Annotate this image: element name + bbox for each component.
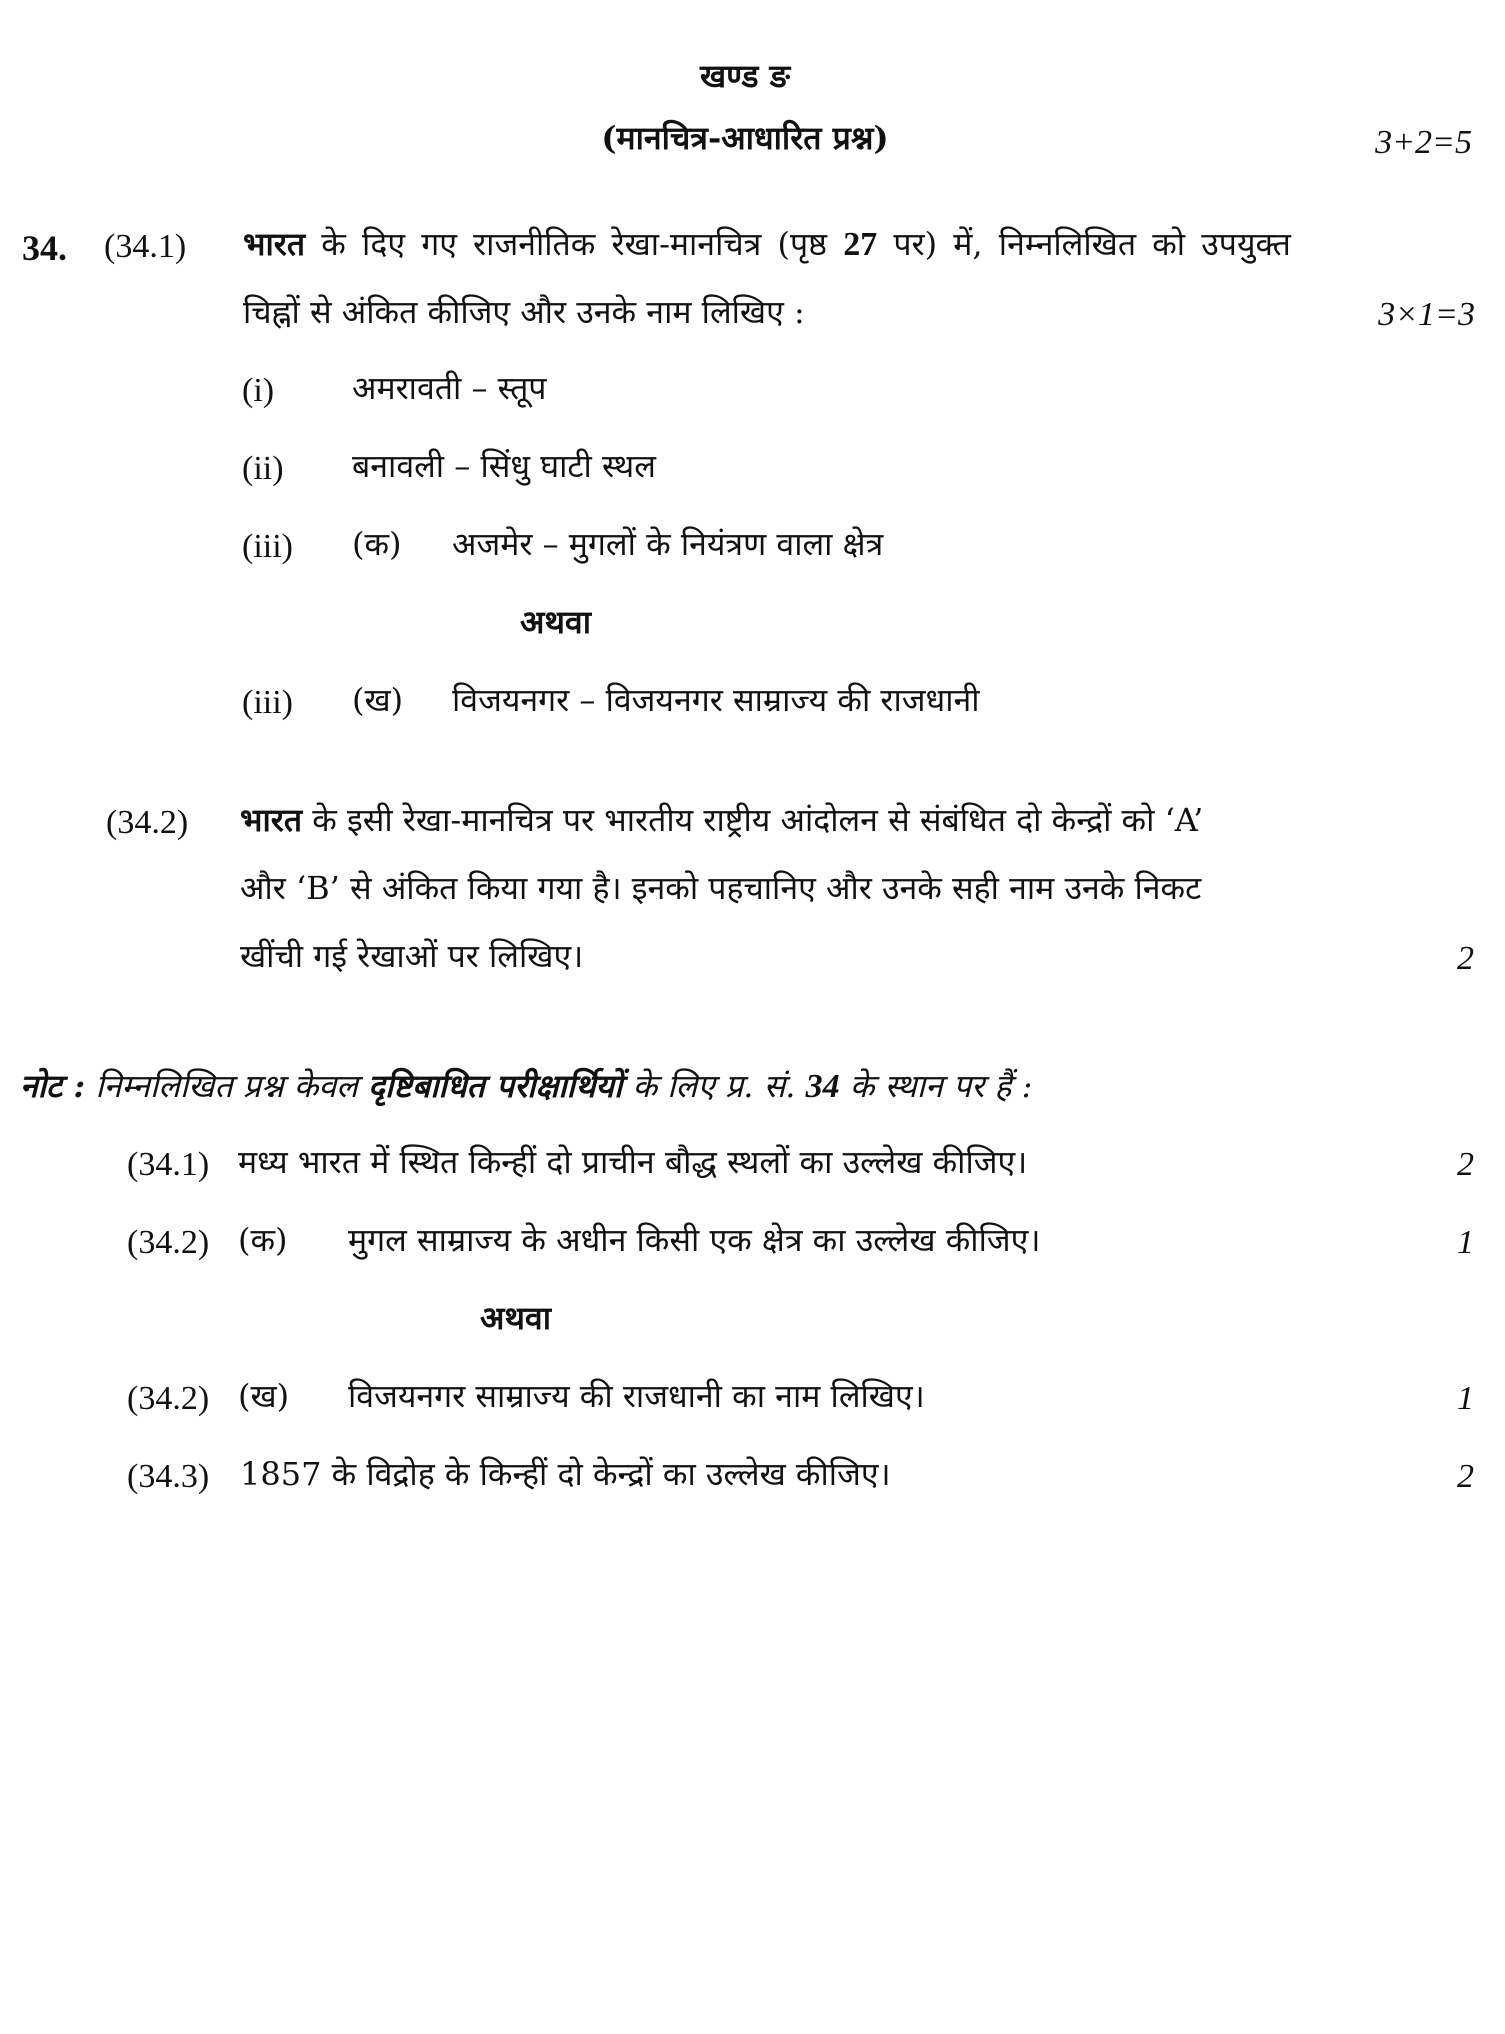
part-34-2-line1: भारत के इसी रेखा-मानचित्र पर भारतीय राष्ट्रीय आंदोलन से संबंधित दो केन्द्रों को ‘A’: [240, 801, 1204, 839]
note-item-marks: 1: [1457, 1224, 1474, 1261]
section-marks: 3+2=5: [1375, 124, 1472, 161]
note-item-label: (34.2): [127, 1224, 210, 1261]
part-34-1-line2: चिह्नों से अंकित कीजिए और उनके नाम लिखिए :: [243, 293, 805, 331]
item-sub: (क): [352, 525, 402, 563]
note-item-sub: (ख): [238, 1377, 290, 1415]
item-num: (ii): [242, 450, 284, 487]
item-text: बनावली – सिंधु घाटी स्थल: [352, 447, 656, 485]
part-label-34-2: (34.2): [106, 804, 189, 841]
note-prefix: नोट :: [20, 1067, 86, 1105]
part-label-34-1: (34.1): [104, 228, 187, 265]
bharat-bold: भारत: [243, 225, 306, 263]
part-34-2-marks: 2: [1457, 940, 1474, 977]
section-title: खण्ड ङ: [699, 57, 791, 95]
or-label: अथवा: [520, 603, 591, 641]
note-item-label: (34.3): [127, 1458, 210, 1495]
note-item-marks: 2: [1457, 1458, 1474, 1495]
item-num: (i): [242, 372, 275, 409]
item-text: अमरावती – स्तूप: [352, 369, 547, 407]
note-item-label: (34.2): [127, 1380, 210, 1417]
note-item-text: विजयनगर साम्राज्य की राजधानी का नाम लिखिए।: [348, 1377, 925, 1415]
note-item-text: मुगल साम्राज्य के अधीन किसी एक क्षेत्र का उल्लेख कीजिए।: [348, 1221, 1041, 1259]
note-item-marks: 1: [1457, 1380, 1474, 1417]
part-34-2-line2: और ‘B’ से अंकित किया गया है। इनको पहचानिए और उनके सही नाम उनके निकट: [240, 869, 1202, 907]
item-text: अजमेर – मुगलों के नियंत्रण वाला क्षेत्र: [452, 525, 884, 563]
note-item-marks: 2: [1457, 1146, 1474, 1183]
question-number: 34.: [22, 228, 67, 268]
item-sub: (ख): [352, 681, 404, 719]
or-label: अथवा: [480, 1299, 551, 1337]
note-item-label: (34.1): [127, 1146, 210, 1183]
part-34-1-line1: भारत के दिए गए राजनीतिक रेखा-मानचित्र (पृष्ठ 27 पर) में, निम्नलिखित को उपयुक्त: [243, 225, 1291, 263]
note-item-sub: (क): [238, 1221, 288, 1259]
part-34-1-marks: 3×1=3: [1378, 296, 1475, 333]
item-text: विजयनगर – विजयनगर साम्राज्य की राजधानी: [452, 681, 980, 719]
note-line: नोट : निम्नलिखित प्रश्न केवल दृष्टिबाधित परीक्षार्थियों के लिए प्र. सं. 34 के स्थान पर हैं :: [20, 1067, 1033, 1105]
note-item-text: 1857 के विद्रोह के किन्हीं दो केन्द्रों का उल्लेख कीजिए।: [240, 1455, 891, 1493]
part-34-2-line3: खींची गई रेखाओं पर लिखिए।: [240, 937, 584, 975]
section-subtitle: (मानचित्र-आधारित प्रश्न): [601, 119, 889, 157]
item-num: (iii): [242, 684, 293, 721]
note-item-text: मध्य भारत में स्थित किन्हीं दो प्राचीन बौद्ध स्थलों का उल्लेख कीजिए।: [238, 1143, 1028, 1181]
item-num: (iii): [242, 528, 293, 565]
